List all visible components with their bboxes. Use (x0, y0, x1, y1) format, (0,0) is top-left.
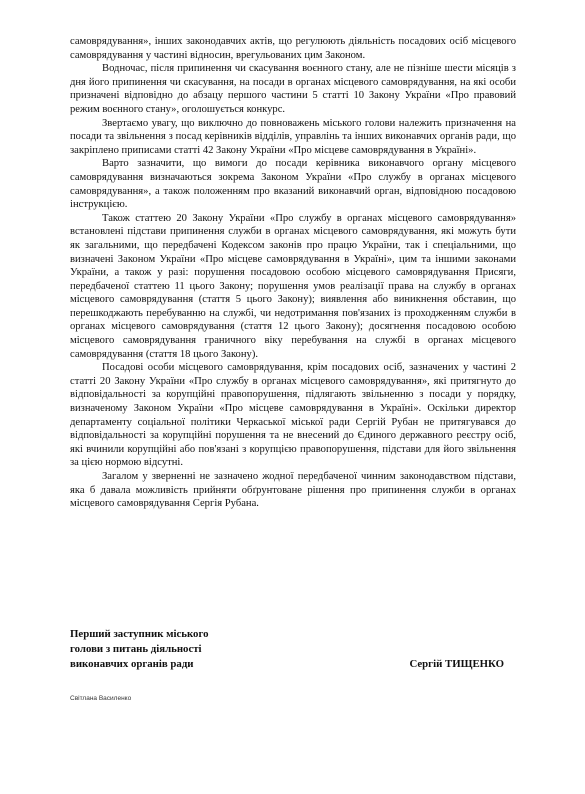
signer-position-line-3: виконавчих органів ради (70, 658, 194, 670)
signer-position-line-1: Перший заступник міського (70, 628, 209, 640)
paragraph-conclusion: Загалом у зверненні не зазначено жодної передбаченої чинним законодавством підстави, яка б давала можливість прийняти обґрунтоване рішення про припинення служби в органах місцевого самоврядування Сергія Рубана. (70, 471, 516, 510)
paragraph-martial-law-competition: Водночас, після припинення чи скасування воєнного стану, але не пізніше шести місяців з дня його припинення чи скасування, на посади в органах місцевого самоврядування, на які особи призначені відповідно до абзацу першого частини 5 статті 10 Закону України «Про правовий режим воєнного стану», оголошується конкурс. (70, 63, 516, 115)
letter-body (70, 35, 516, 511)
paragraph-continuation: самоврядування», інших законодавчих актів, що регулюють діяльність посадових осіб місцевого самоврядування у частині відносин, врегульованих цим Законом. (70, 36, 516, 61)
paragraph-position-requirements: Варто зазначити, що вимоги до посади керівника виконавчого органу місцевого самоврядування визначаються зокрема Законом України «Про службу в органах місцевого самоврядування», а також положенням про вказаний виконавчий орган, відповідною посадовою інструкцією. (70, 158, 516, 211)
paragraph-corruption-liability: Посадові особи місцевого самоврядування, крім посадових осіб, зазначених у частині 2 статті 20 Закону України «Про службу в органах місцевого самоврядування», які притягнуто до відповідальності за корупційні правопорушення, підлягають звільненню з посади у порядку, визначеному Законом України «Про місцеве самоврядування в Україні». Оскільки директор департаменту соціальної політики Черкаської міської ради Сергій Рубан не притягувався до відповідальності за корупційні порушення та не внесений до Єдиного державного реєстру осіб, які вчинили корупційні або пов'язані з корупцією правопорушення, підстави для його звільнення за цією нормою відсутні. (70, 362, 516, 469)
paragraph-termination-grounds: Також статтею 20 Закону України «Про службу в органах місцевого самоврядування» встановлені підстави припинення служби в органах місцевого самоврядування, які можуть бути як загальними, що передбачені Кодексом законів про працю України, так і спеціальними, що визначені Законом України «Про місцеве самоврядування в Україні», цим та іншими законами України, а також у разі: порушення посадовою особою місцевого самоврядування Присяги, передбаченої статтею 11 цього Закону; порушення умов реалізації права на службу в органах місцевого самоврядування (стаття 5 цього Закону); виявлення або виникнення обставин, що перешкоджають перебуванню на службі, чи недотримання пов'язаних із проходженням служби в органах місцевого самоврядування (стаття 12 цього Закону); досягнення посадовою особою місцевого самоврядування граничного віку перебування на службі в органах місцевого самоврядування (стаття 18 цього Закону). (70, 212, 516, 360)
signer-position-line-2: голови з питань діяльності (70, 643, 202, 655)
paragraph-mayor-powers: Звертаємо увагу, що виключно до повноважень міського голови належить призначення на посади та звільнення з посад керівників відділів, управлінь та інших виконавчих органів ради, що закріплено приписами статті 42 Закону України «Про місцеве самоврядування в Україні». (70, 117, 516, 156)
signer-name: Сергій ТИЩЕНКО (409, 658, 504, 670)
executor-name: Світлана Василенко (70, 695, 132, 702)
signature-block (70, 627, 516, 672)
